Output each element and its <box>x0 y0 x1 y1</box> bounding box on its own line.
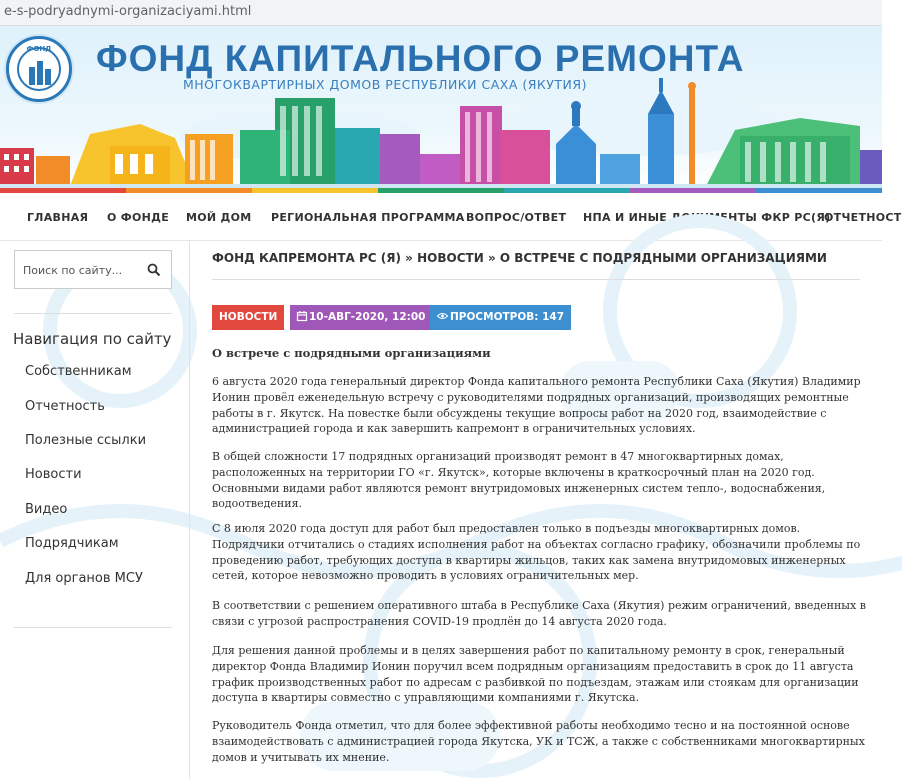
breadcrumb-current: О ВСТРЕЧЕ С ПОДРЯДНЫМИ ОРГАНИЗАЦИЯМИ <box>499 251 827 265</box>
logo-building-icon <box>29 67 35 85</box>
breadcrumb-home[interactable]: ФОНД КАПРЕМОНТА РС (Я) <box>212 251 401 265</box>
breadcrumb <box>212 251 827 265</box>
sidebar-title: Навигация по сайту <box>13 330 172 348</box>
sidebar-divider <box>14 627 172 628</box>
breadcrumb-separator: » <box>487 251 496 265</box>
date-badge <box>290 305 432 330</box>
url-text[interactable]: e-s-podryadnymi-organizaciyami.html <box>4 4 252 19</box>
sidebar-item-video[interactable]: Видео <box>25 502 68 517</box>
views-label: ПРОСМОТРОВ: 147 <box>450 311 565 323</box>
search-icon[interactable] <box>147 263 161 277</box>
nav-item-reports[interactable]: ОТЧЕТНОСТ <box>824 211 902 224</box>
sidebar-item-reporting[interactable]: Отчетность <box>25 399 105 414</box>
views-badge <box>430 305 571 330</box>
nav-item-my-house[interactable]: МОЙ ДОМ <box>186 211 252 224</box>
eye-icon <box>437 312 448 320</box>
sidebar-item-useful-links[interactable]: Полезные ссылки <box>25 433 147 448</box>
article-paragraph: Руководитель Фонда отметил, что для более эффективной работы необходимо тесно и на постоянной основе взаимодействовать с администрацией города Якутска, УК и ТСЖ, а также с собственниками многоквартирных домов и учитывать их мнение. <box>212 719 865 764</box>
fund-logo[interactable] <box>6 36 72 102</box>
breadcrumb-news[interactable]: НОВОСТИ <box>417 251 484 265</box>
breadcrumb-underline <box>212 279 860 280</box>
logo-building-icon <box>45 69 51 85</box>
sidebar-divider <box>14 313 172 314</box>
nav-item-faq[interactable]: ВОПРОС/ОТВЕТ <box>466 211 567 224</box>
category-label: НОВОСТИ <box>219 311 278 323</box>
article-paragraph: 6 августа 2020 года генеральный директор Фонда капитального ремонта Республики Саха (Якутия) Владимир Ионин провёл еженедельную встречу с руководителями подрядных организаций, производящих ремонтные работы в г. Якутск. На повестке были обсуждены текущие вопросы работ на 2020 год, взаимодействие с администрацией города и как завершить капремонт в ограничительных условиях. <box>212 375 861 436</box>
nav-item-documents[interactable]: НПА И ИНЫЕ ДОКУМЕНТЫ ФКР РС(Я) <box>583 211 831 224</box>
article-paragraph: С 8 июля 2020 года доступ для работ был предоставлен только в подъезды многоквартирных домов. Подрядчики отчитались о стадиях исполнения работ на объектах согласно графику, обозначили проблемы по проведению работ, требующих доступа в квартиры жильцов, таких как замена внутридомовых инженерных сетей, которое невозможно проводить в условиях ограничительных мер. <box>212 522 861 583</box>
nav-item-regional-program[interactable]: РЕГИОНАЛЬНАЯ ПРОГРАММА <box>271 211 465 224</box>
sidebar-item-contractors[interactable]: Подрядчикам <box>25 536 119 551</box>
article-paragraph: В соответствии с решением оперативного штаба в Республике Саха (Якутия) режим ограничений, введенных в связи с угрозой распространения COVID-19 продлён до 14 августа 2020 года. <box>212 599 866 628</box>
nav-item-about[interactable]: О ФОНДЕ <box>107 211 170 224</box>
breadcrumb-separator: » <box>405 251 413 265</box>
article-title: О встрече с подрядными организациями <box>212 346 491 360</box>
content-divider <box>189 241 190 779</box>
calendar-icon <box>297 311 307 321</box>
site-header-banner <box>0 26 882 188</box>
logo-building-icon <box>37 61 43 85</box>
category-badge[interactable] <box>212 305 284 330</box>
article-paragraph: В общей сложности 17 подрядных организаций производят ремонт в 47 многоквартирных домах, расположенных на территории ГО «г. Якутск», которые включены в краткосрочный план на 2020 год. Основными видами работ являются ремонт внутридомовых инженерных систем тепло-, водоснабжения, водоотведения. <box>212 450 826 511</box>
sidebar-item-owners[interactable]: Собственникам <box>25 364 132 379</box>
logo-text: ФОНД <box>26 45 52 53</box>
sidebar-item-municipal[interactable]: Для органов МСУ <box>25 571 143 586</box>
sidebar-item-news[interactable]: Новости <box>25 467 82 482</box>
date-label: 10-АВГ-2020, 12:00 <box>309 311 426 323</box>
article-paragraph: Для решения данной проблемы и в целях завершения работ по капитальному ремонту в срок, генеральный директор Фонда Владимир Ионин поручил всем подрядным организациям предоставить в срок до 11 августа график производственных работ по адресам с разбивкой по подъездам, этажам или стоякам для организации доступа в квартиры совместно с управляющими компаниями г. Якутска. <box>212 644 859 705</box>
site-title: ФОНД КАПИТАЛЬНОГО РЕМОНТА <box>96 38 745 79</box>
browser-address-bar[interactable] <box>0 0 882 26</box>
site-search <box>14 250 172 289</box>
nav-item-home[interactable]: ГЛАВНАЯ <box>27 211 89 224</box>
site-subtitle: МНОГОКВАРТИРНЫХ ДОМОВ РЕСПУБЛИКИ САХА (ЯКУТИЯ) <box>183 77 587 92</box>
search-input[interactable] <box>23 261 143 279</box>
